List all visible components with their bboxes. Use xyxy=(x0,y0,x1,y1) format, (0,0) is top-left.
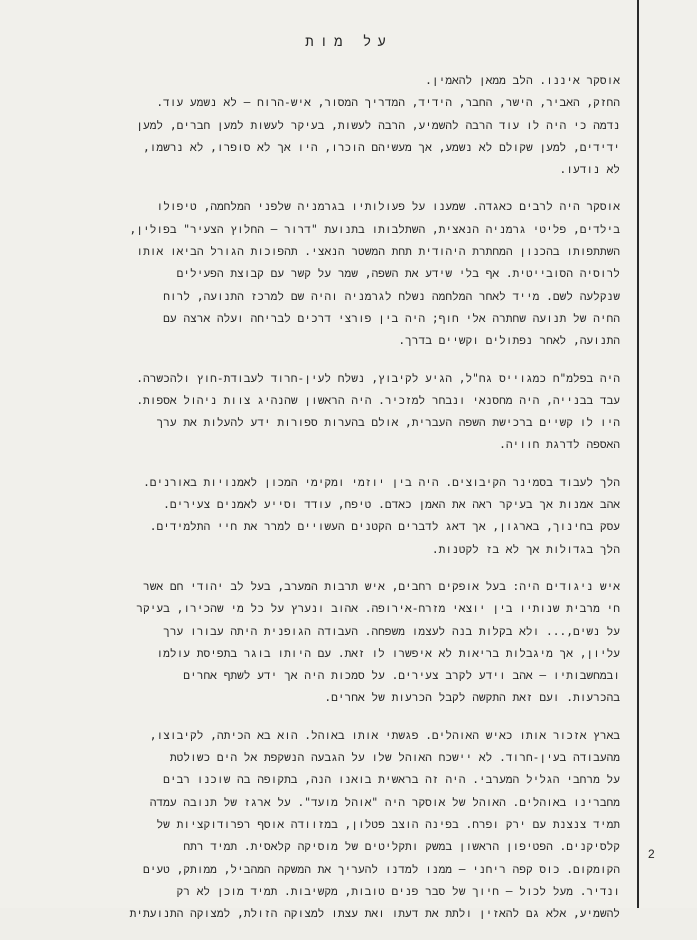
text-line: ידידים, למען שקולם לא נשמע, אך מעשיהם הוכרו, היו אך לא סופרו, לא נרשמו, xyxy=(142,140,620,154)
text-line: הלך לעבוד בסמינר הקיבוצים. היה בין יוזמי ומקימי המכון לאמנויות באורנים. xyxy=(143,475,620,489)
margin-rule xyxy=(637,0,639,908)
text-line: עבד בבנייה, היה מחסנאי ונבחר למזכיר. היה הראשון שהנהיג צוות ניהול אספות. xyxy=(136,393,620,407)
text-line: להשמיע, אלא גם להאזין ולתת את דעתו ואת עצתו למצוקה הזולת, למצוקה התנועתית xyxy=(129,907,620,921)
text-line: היה בפלמ"ח כמגוייס גח"ל, הגיע לקיבוץ, נשלח לעין-חרוד לעבודת-חוץ ולהכשרה. xyxy=(136,371,620,385)
document-body xyxy=(30,70,620,940)
page-title: על מות xyxy=(305,34,392,50)
text-line: עליון, אך מיגבלות בריאות לא איפשרו לו זאת. עם היותו בוגר בתפיסת עולמו xyxy=(156,646,620,660)
paragraph xyxy=(30,576,620,710)
text-line: האספה לדרגת חוויה. xyxy=(499,438,620,452)
text-line: היו לו קשיים ברכישת השפה העברית, אולם בהערות ספורות ידע להעלות את ערך xyxy=(156,416,620,430)
paragraph xyxy=(30,196,620,352)
text-line: איש ניגודים היה: בעל אופקים רחבים, איש תרבות המערב, בעל לב יהודי חם אשר xyxy=(142,579,620,593)
text-line: החיה של תנועה שחתרה אלי חוף; היה בין פורצי דרכים לבריחה ועלה ארצה עם xyxy=(163,311,620,325)
text-line: על נשים,... ולא בקלות בנה לעצמו משפחה. העבודה הגופנית היתה עבורו ערך xyxy=(163,624,620,638)
text-line: לרוסיה הסובייטית. אף בלי שידע את השפה, שמר על קשר עם קבוצת הפעילים xyxy=(176,267,620,281)
text-line: אוסקר היה לרבים כאגדה. שמענו על פעולותיו בגרמניה שלפני המלחמה, טיפולו xyxy=(156,200,620,214)
page-number: 2 xyxy=(648,847,655,861)
text-line: בילדים, פליטי גרמניה הנאצית, השתלבותו בתנועת "דרור – החלוץ הצעיר" בפולין, xyxy=(129,222,620,236)
text-line: הלך בגדולות אך לא בז לקטנות. xyxy=(431,542,620,556)
text-line: על מרחבי הגליל המערבי. היה זה בראשית בואנו הנה, בתקופה בה שוכנו רבים xyxy=(163,773,620,787)
text-line: ובמחשבותיו – אהב וידע לקרב צעירים. על סמכות היה אך ידע לשתף אחרים xyxy=(183,669,620,683)
paragraph xyxy=(30,368,620,457)
text-line: מחברינו באוהלים. האוהל של אוסקר היה "אוהל מועד". על ארגז של תנובה עמדה xyxy=(149,795,620,809)
text-line: בהכרעות. ועם זאת התקשה לקבל הכרעות של אחרים. xyxy=(324,691,620,705)
text-line: הקומקום. כוס קפה ריחני – ממנו למדנו להעריך את המשקה המהביל, ממותק, טעים xyxy=(142,862,620,876)
text-line: נדמה כי היה לו עוד הרבה להשמיע, הרבה לעשות, בעיקר לעשות למען חברים, למען xyxy=(136,118,620,132)
text-line: עסק בחינוך, בארגון, אך דאג לדברים הקטנים העשויים למרר את חיי התלמידים. xyxy=(149,520,620,534)
text-line: אהב אמנות אך בעיקר ראה את האמן כאדם. טיפח, עודד וסייע לאמנים צעירים. xyxy=(163,498,620,512)
text-line: השתתפותו בהכנון המחתרת היהודית תחת המשטר הנאצי. תהפוכות הגורל הביאו אותו xyxy=(136,245,620,259)
text-line: אוסקר איננו. הלב ממאן להאמין. xyxy=(425,74,620,87)
text-line: החזק, האביר, הישר, החבר, הידיד, המדריך המסור, איש-הרוח – לא נשמע עוד. xyxy=(156,96,620,110)
text-line: מהעבודה בעין-חרוד. לא יישכח האוהל שלו על הגבעה הנשקפת אל הים כשולטת xyxy=(169,751,620,765)
text-line: לא נודעו. xyxy=(559,163,620,177)
paragraph xyxy=(30,472,620,561)
text-line: קלסיקנים. הפטיפון הראשון במשק ותקליטים של מוסיקה קלאסית. תמיד רתח xyxy=(183,840,620,854)
text-line: בארץ אזכור אותו כאיש האוהלים. פגשתי אותו באוהל. הוא בא הכיתה, לקיבוצו, xyxy=(149,728,620,742)
text-line: שנקלעה לשם. מייד לאחר המלחמה נשלח לגרמניה והיה שם למרכז התנועה, לרוח xyxy=(163,289,620,303)
text-line: חי מרבית שנותיו בין יוצאי מזרח-אירופה. אהוב ונערץ על כל מי שהכירו, בעיקר xyxy=(136,602,620,616)
text-line: ונדיר. מעל לכול – חיוך של סבר פנים טובות, מקשיבות. תמיד מוכן לא רק xyxy=(176,884,620,898)
paragraph xyxy=(30,70,620,181)
text-line: תמיד צנצנת עם ירק ופרח. בפינה הוצב פטלון, במזוודה אוסף רפרודוקציות של xyxy=(156,817,620,831)
text-line: התנועה, לאחר נפתולים וקשיים בדרך. xyxy=(398,334,620,348)
paragraph xyxy=(30,725,620,926)
